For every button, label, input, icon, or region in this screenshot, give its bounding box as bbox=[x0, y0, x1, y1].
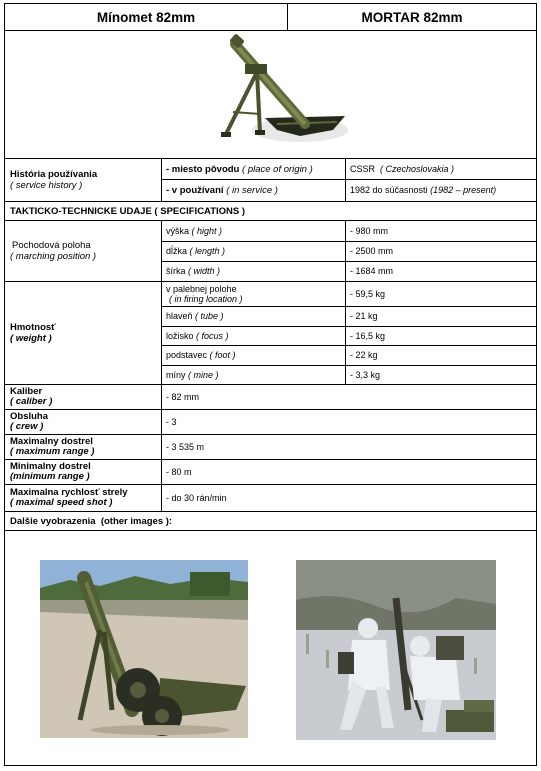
marching-label: Pochodová poloha bbox=[12, 240, 91, 251]
weight-label-cell bbox=[5, 282, 161, 384]
spec-label-cell bbox=[5, 410, 161, 434]
marching-value: - 1684 mm bbox=[350, 266, 394, 276]
marching-name bbox=[161, 221, 345, 241]
spec-label-en: ( maximal speed shot ) bbox=[10, 497, 113, 508]
weight-value: - 59,5 kg bbox=[350, 288, 386, 299]
title-en: MORTAR 82mm bbox=[361, 9, 463, 25]
marching-name-text: výška bbox=[166, 225, 190, 236]
weight-name bbox=[161, 307, 345, 326]
divider bbox=[5, 530, 536, 531]
spec-label-cell bbox=[5, 385, 161, 409]
weight-name-text: míny bbox=[166, 369, 186, 380]
weight-name bbox=[161, 282, 345, 306]
origin-label-en: ( place of origin ) bbox=[242, 163, 313, 175]
divider bbox=[287, 4, 288, 30]
specs-title: TAKTICKO-TECHNICKE UDAJE ( SPECIFICATIONS ) bbox=[10, 205, 246, 217]
marching-name-en: ( hight ) bbox=[191, 225, 223, 236]
history-label: História používania bbox=[10, 169, 98, 180]
weight-value: - 21 kg bbox=[350, 311, 378, 321]
weight-name-text: ložisko bbox=[166, 330, 194, 341]
marching-name-en: ( length ) bbox=[189, 246, 226, 256]
spec-value: - 80 m bbox=[166, 466, 192, 477]
other-images-label-cell bbox=[5, 512, 537, 530]
service-label-cell bbox=[161, 180, 345, 201]
spec-value: - do 30 rán/min bbox=[166, 492, 227, 503]
history-label-cell bbox=[5, 159, 161, 201]
weight-name-text: v palebnej polohe bbox=[166, 284, 237, 294]
marching-name bbox=[161, 242, 345, 261]
spec-label-cell bbox=[5, 435, 161, 459]
spec-label: Obsluha bbox=[10, 411, 49, 422]
weight-label: Hmotnosť bbox=[10, 322, 56, 333]
spec-label-cell bbox=[5, 460, 161, 484]
spec-label: Minimalny dostrel bbox=[10, 461, 91, 472]
marching-value: - 2500 mm bbox=[350, 246, 394, 256]
mortar-main-image bbox=[205, 32, 355, 156]
spec-label: Kaliber bbox=[10, 386, 43, 397]
photo-mortar-wheels bbox=[40, 560, 248, 738]
marching-label-en: ( marching position ) bbox=[10, 251, 97, 262]
weight-name bbox=[161, 366, 345, 384]
service-value: 1982 do súčasnosti bbox=[350, 185, 428, 195]
spec-label-en: ( caliber ) bbox=[10, 396, 53, 407]
divider bbox=[5, 30, 536, 31]
weight-name bbox=[161, 327, 345, 345]
marching-name bbox=[161, 262, 345, 281]
spec-label-en: ( maximum range ) bbox=[10, 446, 95, 457]
service-value-cell bbox=[345, 180, 537, 201]
history-label-en: ( service history ) bbox=[10, 180, 83, 191]
spec-value: - 82 mm bbox=[166, 391, 200, 402]
spec-sheet bbox=[4, 3, 537, 766]
service-label-en: ( in service ) bbox=[226, 185, 278, 196]
marching-label-cell bbox=[5, 221, 161, 281]
photo-soldiers-snow bbox=[296, 560, 496, 740]
spec-label-cell bbox=[5, 485, 161, 511]
weight-name-text: podstavec bbox=[166, 350, 208, 360]
origin-value: CSSR bbox=[350, 163, 376, 174]
weight-name bbox=[161, 346, 345, 365]
other-images-label: Dalšie vyobrazenia bbox=[10, 515, 96, 527]
weight-label-en: ( weight ) bbox=[10, 333, 52, 344]
spec-label-en: (minimum range ) bbox=[10, 471, 90, 482]
other-images-label-en: (other images ): bbox=[100, 515, 173, 527]
spec-label: Maximalna rychlosť strely bbox=[10, 487, 128, 498]
spec-value: - 3 bbox=[166, 416, 177, 427]
spec-value: - 3 535 m bbox=[166, 441, 205, 452]
weight-value: - 16,5 kg bbox=[350, 330, 386, 341]
marching-name-text: dĺžka bbox=[166, 246, 188, 256]
weight-name-en: ( tube ) bbox=[195, 311, 224, 321]
spec-label-en: ( crew ) bbox=[10, 421, 44, 432]
origin-label: - miesto pôvodu bbox=[166, 163, 240, 175]
spec-label: Maximalny dostrel bbox=[10, 436, 93, 447]
marching-name-text: šírka bbox=[166, 266, 186, 276]
weight-name-en: ( mine ) bbox=[188, 369, 219, 380]
weight-name-en: ( focus ) bbox=[196, 330, 229, 341]
service-label: - v používaní bbox=[166, 185, 224, 196]
weight-value: - 3,3 kg bbox=[350, 369, 381, 380]
weight-name-en: ( foot ) bbox=[209, 350, 236, 360]
origin-label-cell bbox=[161, 159, 345, 179]
weight-value: - 22 kg bbox=[350, 350, 378, 360]
title-sk: Mínomet 82mm bbox=[96, 9, 196, 25]
service-value-en: (1982 – present) bbox=[430, 185, 497, 195]
weight-name-en: ( in firing location ) bbox=[169, 294, 243, 304]
origin-value-en: ( Czechoslovakia ) bbox=[380, 163, 455, 174]
marching-value: - 980 mm bbox=[350, 225, 389, 236]
weight-name-text: hlaveň bbox=[166, 311, 193, 321]
origin-value-cell bbox=[345, 159, 537, 179]
marching-name-en: ( width ) bbox=[188, 266, 221, 276]
